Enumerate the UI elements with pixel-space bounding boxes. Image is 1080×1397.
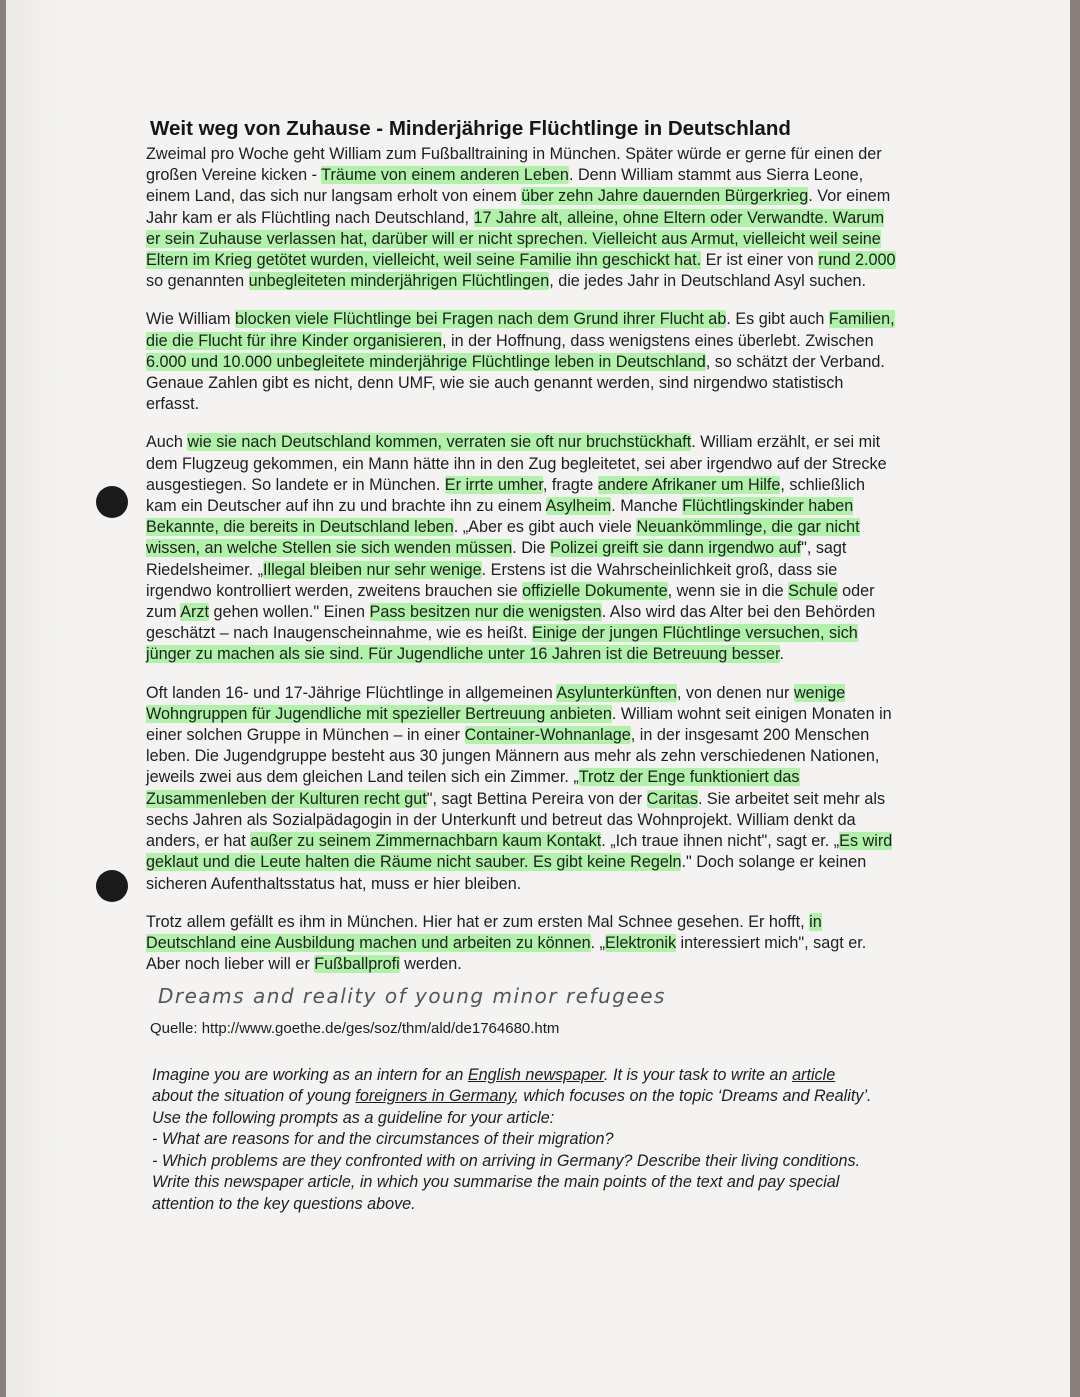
article-paragraph	[146, 432, 896, 665]
text-segment: Auch	[146, 433, 188, 452]
punch-hole-bottom	[96, 870, 128, 902]
highlighted-text: Er irrte umher	[444, 475, 543, 494]
highlighted-text: andere Afrikaner um Hilfe	[597, 475, 781, 494]
text-segment: . Es gibt auch	[726, 310, 829, 329]
article-body	[146, 144, 896, 975]
document-title: Weit weg von Zuhause - Minderjährige Flüchtlinge in Deutschland	[150, 117, 791, 140]
highlighted-text: in Deutschland eine Ausbildung machen und arbeiten zu können	[146, 912, 822, 952]
highlighted-text: unbegleiteten minderjährigen Flüchtlingen	[248, 272, 550, 291]
text-segment: Trotz allem gefällt es ihm in München. Hier hat er zum ersten Mal Schnee gesehen. Er hofft,	[146, 912, 810, 931]
text-segment: . „Aber es gibt auch viele	[453, 518, 637, 537]
text-segment: Oft landen 16- und 17-Jährige Flüchtlinge in allgemeinen	[146, 683, 557, 702]
text-segment: . Also wird das Alter bei den Behörden geschätzt – nach Inaugenscheinnahme, wie es heißt.	[146, 603, 876, 643]
text-segment: ." Doch solange er keinen sicheren Aufenthaltsstatus hat, muss er hier bleiben.	[146, 853, 867, 893]
text-segment: . Erstens ist die Wahrscheinlichkeit groß, dass sie irgendwo kontrolliert werden, zweitens brauchen sie	[146, 560, 838, 600]
text-segment: gehen wollen." Einen	[208, 603, 370, 622]
text-segment: . William erzählt, er sei mit dem Flugzeug gekommen, ein Mann hätte ihn in den Zug begleitetet, sei aber irgendwo auf der Strecke ausgestiegen. So landete er in München.	[146, 433, 887, 494]
article-paragraph	[146, 683, 896, 895]
highlighted-text: Asylheim	[545, 497, 612, 516]
underlined-english-newspaper: English newspaper	[467, 1065, 605, 1084]
text-segment: . Denn William stammt aus Sierra Leone, einem Land, das sich nur langsam erholt von einem	[146, 166, 864, 206]
task-guideline: Use the following prompts as a guideline for your article:	[152, 1108, 555, 1127]
highlighted-text: über zehn Jahre dauernden Bürgerkrieg	[521, 187, 809, 206]
highlighted-text: Trotz der Enge funktioniert das Zusammenleben der Kulturen recht gut	[146, 768, 800, 808]
highlighted-text: wie sie nach Deutschland kommen, verraten sie oft nur bruchstückhaft	[187, 433, 692, 452]
text-segment: , in der Hoffnung, dass wenigstens eines überlebt. Zwischen	[442, 331, 874, 350]
text-segment: . „	[590, 933, 605, 952]
task-intro: Imagine you are working as an intern for an English newspaper. It is your task to write an article about the situation of young foreigners in Germany, which focuses on the topic ‘Dreams and Reality’.	[152, 1065, 872, 1106]
text-segment: , wenn sie in die	[667, 581, 789, 600]
task-prompt-1: - What are reasons for and the circumstances of their migration?	[152, 1130, 614, 1149]
text-segment: , schließlich kam ein Deutscher auf ihn zu und brachte ihn zu einem	[146, 475, 865, 516]
text-segment: , die jedes Jahr in Deutschland Asyl suchen.	[549, 272, 866, 291]
text-segment: . „Ich traue ihnen nicht", sagt er. „	[601, 832, 840, 851]
text-segment: ", sagt Riedelsheimer. „	[146, 539, 847, 579]
text-segment: Wie William	[146, 310, 236, 329]
text-segment: werden.	[399, 955, 462, 974]
highlighted-text: Träume von einem anderen Leben	[321, 166, 569, 185]
text-segment: , von denen nur	[676, 683, 794, 702]
document-content	[146, 116, 896, 1215]
highlighted-text: Flüchtlingskinder haben Bekannte, die bereits in Deutschland leben	[146, 497, 854, 537]
article-paragraph	[146, 309, 896, 415]
text-segment: . Manche	[611, 497, 683, 516]
source-citation: Quelle: http://www.goethe.de/ges/soz/thm/ald/de1764680.htm	[150, 1019, 560, 1037]
punch-hole-top	[96, 486, 128, 518]
highlighted-text: Caritas	[646, 789, 698, 808]
highlighted-text: Familien, die die Flucht für ihre Kinder organisieren	[146, 310, 895, 350]
highlighted-text: Polizei greift sie dann irgendwo auf	[550, 539, 802, 558]
highlighted-text: 17 Jahre alt, alleine, ohne Eltern oder Verwandte. Warum er sein Zuhause verlassen hat, darüber will er nicht sprechen. Vielleicht aus Armut, vielleicht weil seine Eltern im Krieg getötet wurden, vielleicht, weil seine Familie ihn geschickt hat.	[146, 208, 885, 270]
text-segment: .	[779, 645, 784, 664]
text-segment: oder zum	[146, 581, 875, 622]
highlighted-text: Einige der jungen Flüchtlinge versuchen, sich jünger zu machen als sie sind. Für Jugendliche unter 16 Jahren ist die Betreuung besser	[146, 624, 858, 664]
underlined-foreigners: foreigners in Germany	[355, 1087, 515, 1106]
text-segment: ", sagt Bettina Pereira von der	[426, 789, 647, 808]
highlighted-text: Neuankömmlinge, die gar nicht wissen, an welche Stellen sie sich wenden müssen	[146, 518, 860, 558]
highlighted-text: wenige Wohngruppen für Jugendliche mit spezieller Bertreuung anbieten	[146, 683, 846, 723]
task-prompt-2: - Which problems are they confronted with on arriving in Germany? Describe their living conditions.	[152, 1151, 861, 1170]
article-paragraph	[146, 912, 896, 976]
highlighted-text: Pass besitzen nur die wenigsten	[369, 603, 602, 622]
highlighted-text: Elektronik	[604, 933, 677, 952]
task-closing: Write this newspaper article, in which you summarise the main points of the text and pay special attention to the key questions above.	[152, 1173, 840, 1213]
highlighted-text: 6.000 und 10.000 unbegleitete minderjährige Flüchtlinge leben in Deutschland	[146, 352, 706, 371]
text-segment: . Die	[512, 539, 551, 558]
text-segment: so genannten	[146, 272, 249, 291]
highlighted-text: Fußballprofi	[314, 955, 400, 974]
task-instructions	[152, 1065, 872, 1216]
text-segment: interessiert mich", sagt er. Aber noch lieber will er	[146, 933, 867, 974]
text-segment: Zweimal pro Woche geht William zum Fußballtraining in München. Später würde er gerne für einen der großen Vereine kicken -	[146, 145, 882, 185]
highlighted-text: Asylunterkünften	[556, 683, 677, 702]
highlighted-text: Illegal bleiben nur sehr wenige	[262, 560, 482, 579]
text-segment: Er ist einer von	[701, 251, 819, 270]
text-segment: , so schätzt der Verband. Genaue Zahlen gibt es nicht, denn UMF, wie sie auch genannt werden, sind nirgendwo statistisch erfasst.	[146, 352, 885, 414]
highlighted-text: blocken viele Flüchtlinge bei Fragen nach dem Grund ihrer Flucht ab	[235, 310, 727, 329]
handwritten-note: Dreams and reality of young minor refugees	[158, 984, 666, 1009]
text-segment: , in der insgesamt 200 Menschen leben. Die Jugendgruppe besteht aus 30 jungen Männern aus mehr als zehn verschiedenen Nationen, jeweils zwei aus dem gleichen Land teilen sich ein Zimmer. „	[146, 726, 880, 787]
text-segment: . Vor einem Jahr kam er als Flüchtling nach Deutschland,	[146, 187, 891, 227]
article-paragraph	[146, 144, 896, 292]
text-segment: . Sie arbeitet seit mehr als sechs Jahren als Sozialpädagogin in der Unterkunft und betreut das Wohnprojekt. William denkt da anders, er hat	[146, 789, 886, 851]
highlighted-text: Container-Wohnanlage	[464, 726, 631, 745]
highlighted-text: offizielle Dokumente	[522, 581, 668, 600]
highlighted-text: Es wird geklaut und die Leute halten die Räume nicht sauber. Es gibt keine Regeln	[146, 832, 893, 872]
text-segment: , fragte	[542, 475, 598, 494]
highlighted-text: Schule	[788, 581, 838, 600]
underlined-article: article	[792, 1065, 836, 1084]
highlighted-text: Arzt	[180, 603, 209, 622]
highlighted-text: rund 2.000	[818, 251, 896, 270]
text-segment: . William wohnt seit einigen Monaten in einer solchen Gruppe in München – in einer	[146, 704, 892, 745]
highlighted-text: außer zu seinem Zimmernachbarn kaum Kontakt	[250, 832, 602, 851]
paper-sheet	[6, 0, 1070, 1397]
